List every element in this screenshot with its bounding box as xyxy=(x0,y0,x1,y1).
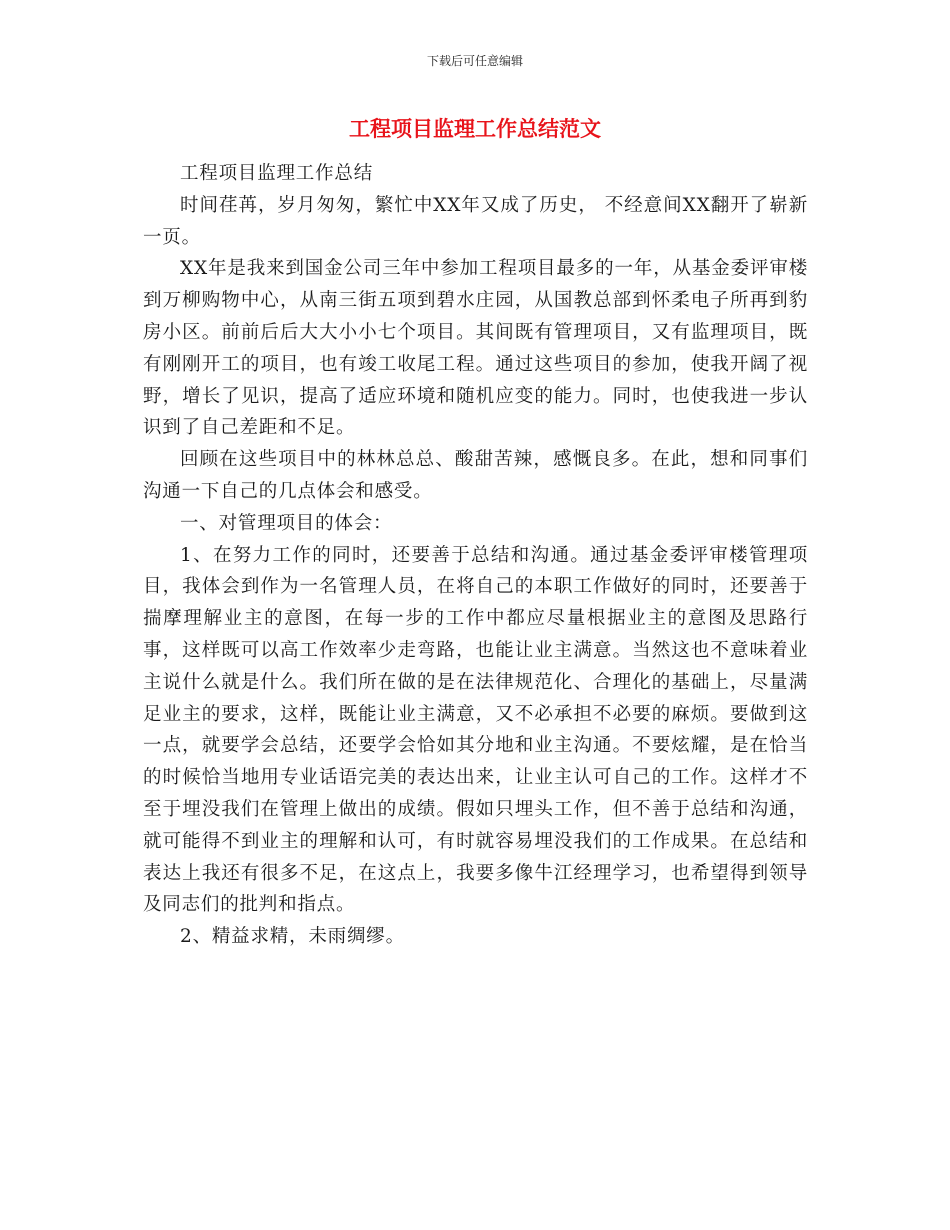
paragraph-point-1: 1、在努力工作的同时，还要善于总结和沟通。通过基金委评审楼管理项目，我体会到作为一名管理人员，在将自己的本职工作做好的同时，还要善于揣摩理解业主的意图，在每一步的工作中都应尽量根据业主的意图及思路行事，这样既可以高工作效率少走弯路，也能让业主满意。当然这也不意味着业主说什么就是什么。我们所在做的是在法律规范化、合理化的基础上，尽量满足业主的要求，这样，既能让业主满意，又不必承担不必要的麻烦。要做到这一点，就要学会总结，还要学会恰如其分地和业主沟通。不要炫耀，是在恰当的时候恰当地用专业话语完美的表达出来，让业主认可自己的工作。这样才不至于埋没我们在管理上做出的成绩。假如只埋头工作，但不善于总结和沟通，就可能得不到业主的理解和认可，有时就容易埋没我们的工作成果。在总结和表达上我还有很多不足，在这点上，我要多像牛江经理学习，也希望得到领导及同志们的批判和指点。 xyxy=(143,544,808,916)
paragraph-point-2: 2、精益求精，未雨绸缪。 xyxy=(180,926,405,948)
document-body xyxy=(143,158,808,953)
paragraph-intro: 时间荏苒，岁月匆匆，繁忙中XX年又成了历史， 不经意间XX翻开了崭新一页。 xyxy=(143,194,808,248)
paragraph-overview: XX年是我来到国金公司三年中参加工程项目最多的一年，从基金委评审楼到万柳购物中心，从南三街五项到碧水庄园，从国教总部到怀柔电子所再到豹房小区。前前后后大大小小七个项目。其间既有管理项目，又有监理项目，既有刚刚开工的项目，也有竣工收尾工程。通过这些项目的参加，使我开阔了视野，增长了见识，提高了适应环境和随机应变的能力。同时，也使我进一步认识到了自己差距和不足。 xyxy=(143,258,808,439)
paragraph-subtitle: 工程项目监理工作总结 xyxy=(180,163,374,184)
section-heading-management: 一、对管理项目的体会： xyxy=(180,512,393,534)
paragraph-reflection: 回顾在这些项目中的林林总总、酸甜苦辣，感慨良多。在此，想和同事们沟通一下自己的几点体会和感受。 xyxy=(143,449,808,502)
page-header: 下载后可任意编辑 xyxy=(426,54,523,68)
document-title: 工程项目监理工作总结范文 xyxy=(349,116,601,141)
